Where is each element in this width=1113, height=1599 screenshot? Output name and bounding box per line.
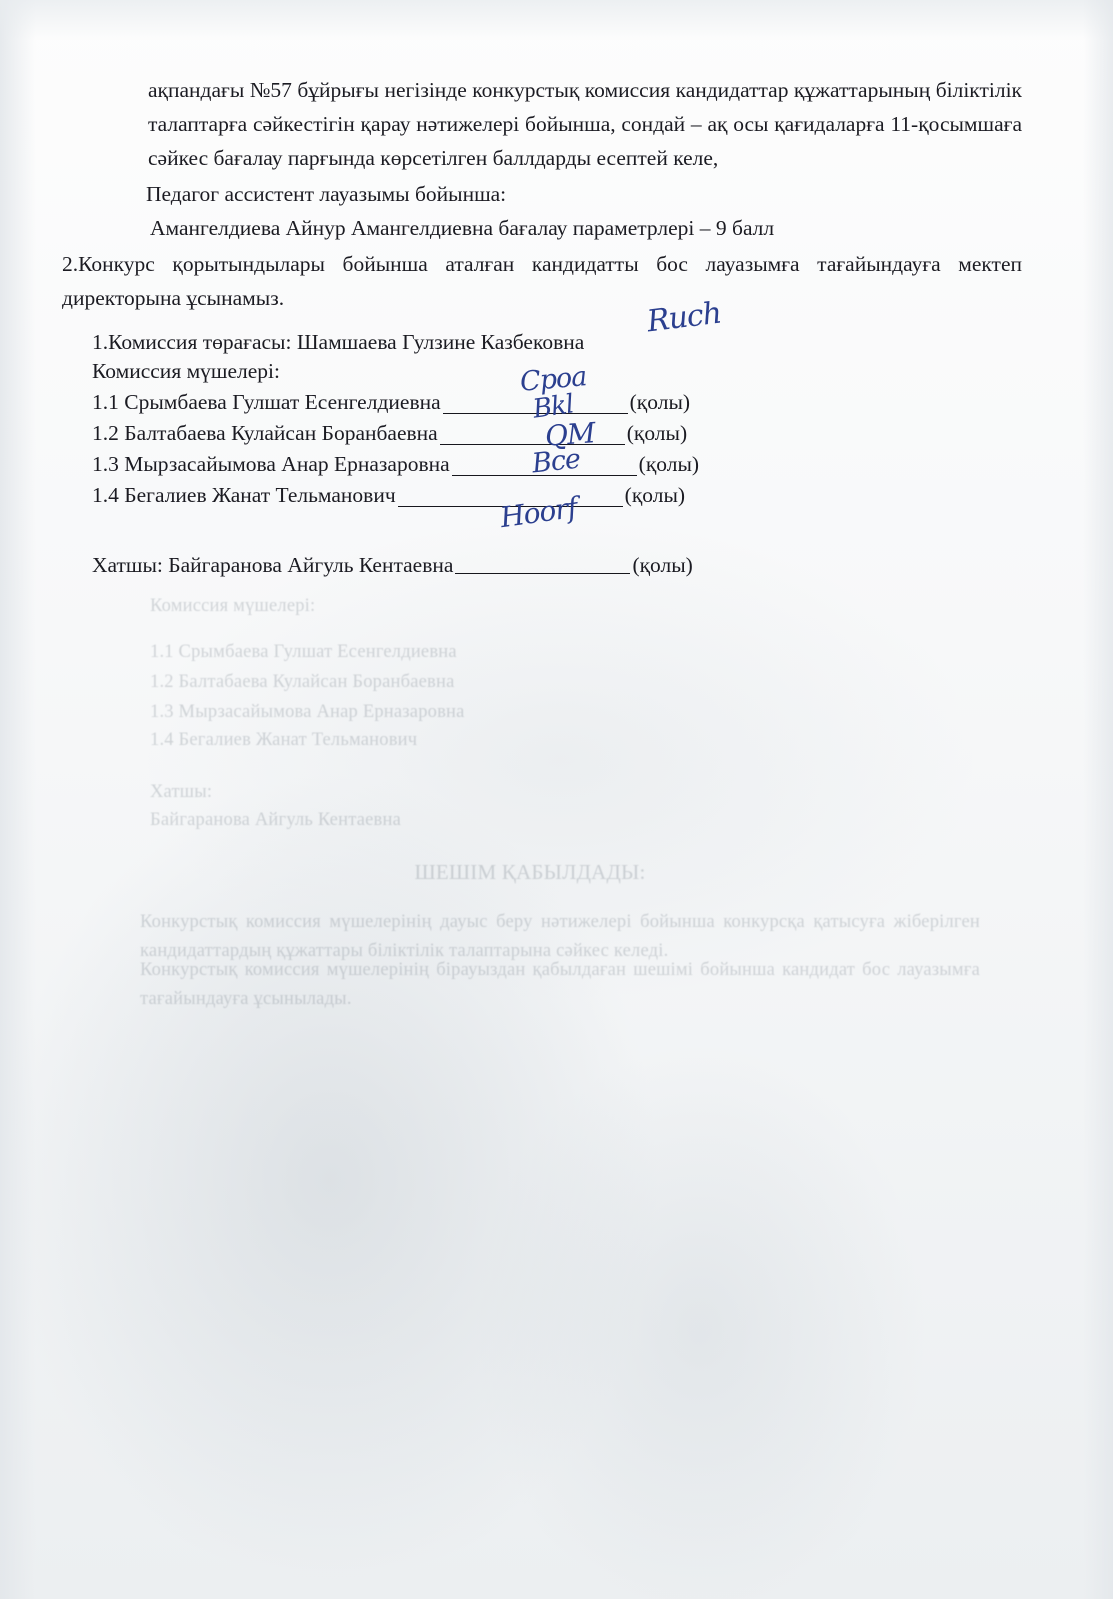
chair-handwritten-signature: Ruch	[645, 295, 723, 340]
intro-paragraph: ақпандағы №57 бұйрығы негізінде конкурстық комиссия кандидаттар құжаттарының біліктілік талаптарға сәйкестігін қарау нәтижелері бойынша, сондай – ақ осы қағидаларға 11-қосымшаға сәйкес бағалау парғында көрсетілген баллдарды есептей келе,	[148, 78, 1022, 170]
page-edge-shadow-right	[1083, 0, 1113, 1599]
candidate-score-line: Амангелдиева Айнур Амангелдиевна бағалау параметрлері – 9 балл	[150, 215, 775, 240]
secretary-signature-rule	[455, 552, 630, 574]
member-1-signature-rule	[443, 392, 628, 414]
member-4-signature-rule	[398, 485, 623, 507]
member-row-3	[92, 449, 1022, 480]
bleed-line-b: 1.1 Срымбаева Гулшат Есенгелдиевна	[150, 642, 457, 662]
member-1-signature-tag: (қолы)	[629, 389, 691, 414]
member-2-signature-tag: (қолы)	[626, 420, 688, 445]
member-3-handwritten-signature: QM	[543, 416, 596, 453]
member-2-signature-rule	[440, 423, 625, 445]
conclusion-paragraph: 2.Конкурс қорытындылары бойынша аталған кандидатты бос лауазымға тағайындауға мектеп директорына ұсынамыз.	[62, 251, 1022, 310]
member-4-signature-tag: (қолы)	[624, 482, 686, 507]
chair-row	[92, 322, 1022, 355]
bleed-line-e: 1.4 Бегалиев Жанат Тельманович	[150, 730, 418, 750]
member-2-label: 1.2 Балтабаева Кулайсан Боранбаевна	[92, 420, 438, 445]
secretary-signature-tag: (қолы)	[632, 553, 693, 578]
member-3-signature-rule	[452, 454, 637, 476]
member-4-handwritten-signature: Bce	[530, 443, 582, 480]
bleed-block-1: Конкурстық комиссия мүшелерінің дауыс беру нәтижелері бойынша конкурсқа қатысуға жіберілген кандидаттардың құжаттары біліктілік талаптарына сәйкес келеді.	[140, 912, 980, 961]
bleed-line-g: Байгаранова Айгуль Кентаевна	[150, 810, 401, 830]
signature-block	[92, 322, 1022, 578]
page-edge-shadow-top	[0, 0, 1113, 40]
members-label: Комиссия мүшелері:	[92, 358, 280, 383]
position-line: Педагог ассистент лауазымы бойынша:	[146, 181, 507, 206]
document-body	[62, 74, 1022, 578]
bleed-block-2: Конкурстық комиссия мүшелерінің бірауыздан қабылдаған шешімі бойынша кандидат бос лауазымға тағайындауға ұсынылады.	[140, 960, 980, 1009]
bleed-line-c: 1.2 Балтабаева Кулайсан Боранбаевна	[150, 672, 455, 692]
member-3-signature-tag: (қолы)	[638, 451, 700, 476]
secretary-label: Хатшы: Байгаранова Айгуль Кентаевна	[92, 553, 454, 578]
chair-label: 1.Комиссия төрағасы: Шамшаева Гулзине Казбековна	[92, 329, 585, 354]
bleed-line-f: Хатшы:	[150, 782, 213, 802]
member-2-handwritten-signature: Bkl	[531, 389, 576, 425]
bleed-line-d: 1.3 Мырзасайымова Анар Ерназаровна	[150, 702, 465, 722]
member-3-label: 1.3 Мырзасайымова Анар Ерназаровна	[92, 451, 450, 476]
member-1-label: 1.1 Срымбаева Гулшат Есенгелдиевна	[92, 389, 441, 414]
secretary-handwritten-signature: Hoorf	[498, 490, 579, 535]
bleed-line-a: Комиссия мүшелері:	[150, 596, 316, 616]
secretary-row	[92, 545, 1022, 578]
member-row-2	[92, 418, 1022, 449]
member-row-4	[92, 480, 1022, 511]
member-1-handwritten-signature: Cpoa	[518, 361, 588, 398]
member-4-label: 1.4 Бегалиев Жанат Тельманович	[92, 482, 396, 507]
bleed-line-h: ШЕШІМ ҚАБЫЛДАДЫ:	[414, 860, 646, 884]
page-edge-shadow-left	[0, 0, 36, 1599]
member-row-1	[92, 387, 1022, 418]
